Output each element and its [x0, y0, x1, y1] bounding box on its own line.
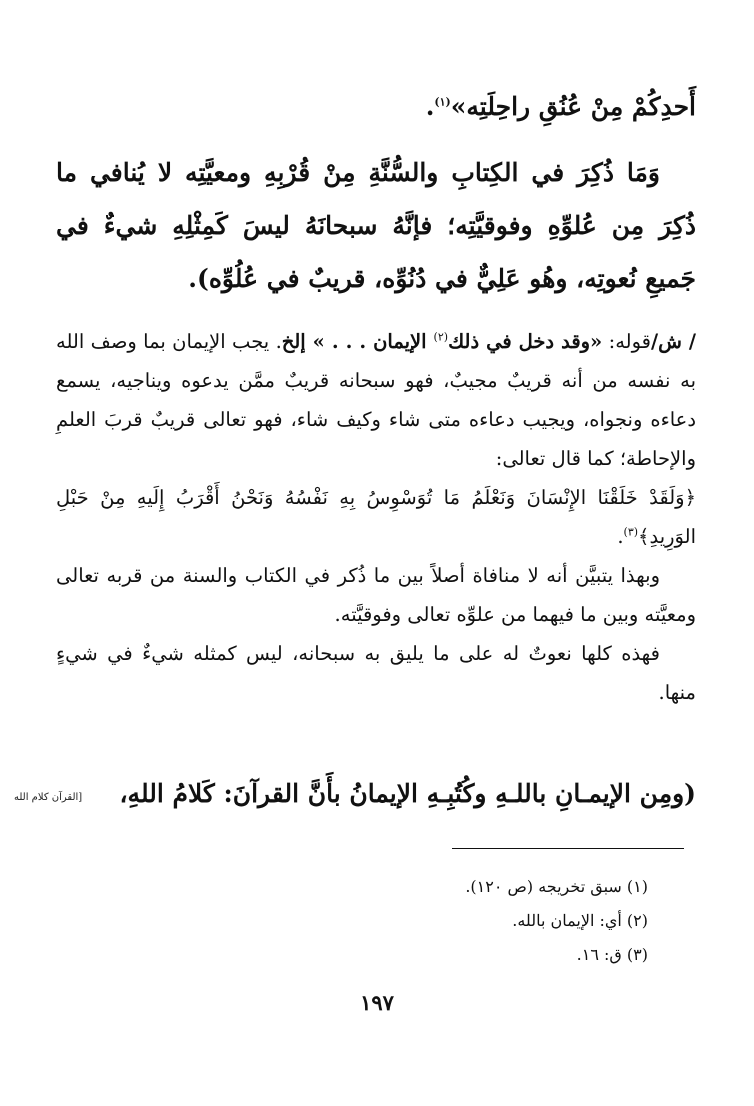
footnote-ref-3[interactable]: (٣)	[623, 525, 639, 539]
sharh-marker: / ش/	[650, 330, 696, 353]
footnote-3: (٣) ق: ١٦.	[576, 945, 648, 964]
footnote-separator	[452, 848, 684, 849]
quran-verse-end: .	[617, 525, 624, 548]
footnote-1: (١) سبق تخريجه (ص ١٢٠).	[465, 877, 648, 896]
quran-verse	[56, 478, 696, 556]
continuation-end: .	[425, 92, 435, 121]
footnote-ref-2[interactable]: (٢)	[433, 330, 449, 344]
commentary-section	[56, 322, 696, 712]
footnote-2: (٢) أي: الإيمان بالله.	[512, 911, 648, 930]
continuation-text: أَحدِكُمْ مِنْ عُنُقِ راحِلَتِه»	[450, 92, 696, 121]
commentary-text-2: وبهذا يتبيَّن أنه لا منافاة أصلاً بين ما ذُكر في الكتاب والسنة من قربه تعالى ومعيَّته وبين ما فيهما من علوِّه تعالى وفوقيَّته.	[56, 564, 696, 626]
matn-paragraph-2	[56, 767, 696, 820]
commentary-text-3: فهذه كلها نعوتٌ له على ما يليق به سبحانه، ليس كمثله شيءٌ في شيءٍ منها.	[56, 642, 696, 704]
commentary-text: . يجب الإيمان بما وصف الله به نفسه من أنه قريبٌ مجيبٌ، فهو سبحانه قريبٌ ممَّن يدعوه ويناجيه، يسمع دعاءه ونجواه، ويجيب دعاءه متى شاء وكيف شاء، فهو تعالى قريبٌ قربَ العلمِ والإحاطة؛ كما قال تعالى:	[56, 330, 696, 470]
matn-text-2: (ومِن الإيمـانِ باللـهِ وكُتُبِـهِ الإيمانُ بأَنَّ القرآنَ: كَلامُ اللهِ،	[119, 779, 696, 808]
matn-paragraph	[56, 146, 696, 305]
quoted-matn-b: الإيمان . . . » إلخ	[281, 330, 434, 353]
paragraph-continuation	[56, 80, 696, 133]
commentary-paragraph-1	[56, 322, 696, 556]
quoted-matn-a: «وقد دخل في ذلك	[448, 330, 603, 353]
page-number: ١٩٧	[360, 990, 394, 1015]
footnote-ref-1[interactable]: (١)	[434, 95, 451, 109]
qawluhu-word: قوله:	[602, 330, 651, 353]
footnotes	[248, 870, 648, 972]
commentary-paragraph-3	[56, 634, 696, 712]
commentary-paragraph-2	[56, 556, 696, 634]
margin-heading: [القرآن كلام الله	[14, 792, 83, 803]
quran-verse-text: ﴿وَلَقَدْ خَلَقْنَا الإِنْسَانَ وَنَعْلَمُ مَا تُوَسْوِسُ بِهِ نَفْسُهُ وَنَحْنُ أَقْرَبُ إِلَيهِ مِنْ حَبْلِ الوَرِيدِ﴾	[56, 486, 696, 548]
matn-text: وَمَا ذُكِرَ في الكِتابِ والسُّنَّةِ مِنْ قُرْبِهِ ومعيَّتِه لا يُنافي ما ذُكِرَ مِن عُلوِّهِ وفوقيَّتِه؛ فإنَّهُ سبحانَهُ ليسَ كَمِثْلِهِ شيءٌ في جَميعِ نُعوتِه، وهُو عَلِيٌّ في دُنُوِّه، قريبٌ في عُلُوِّه).	[56, 158, 696, 293]
